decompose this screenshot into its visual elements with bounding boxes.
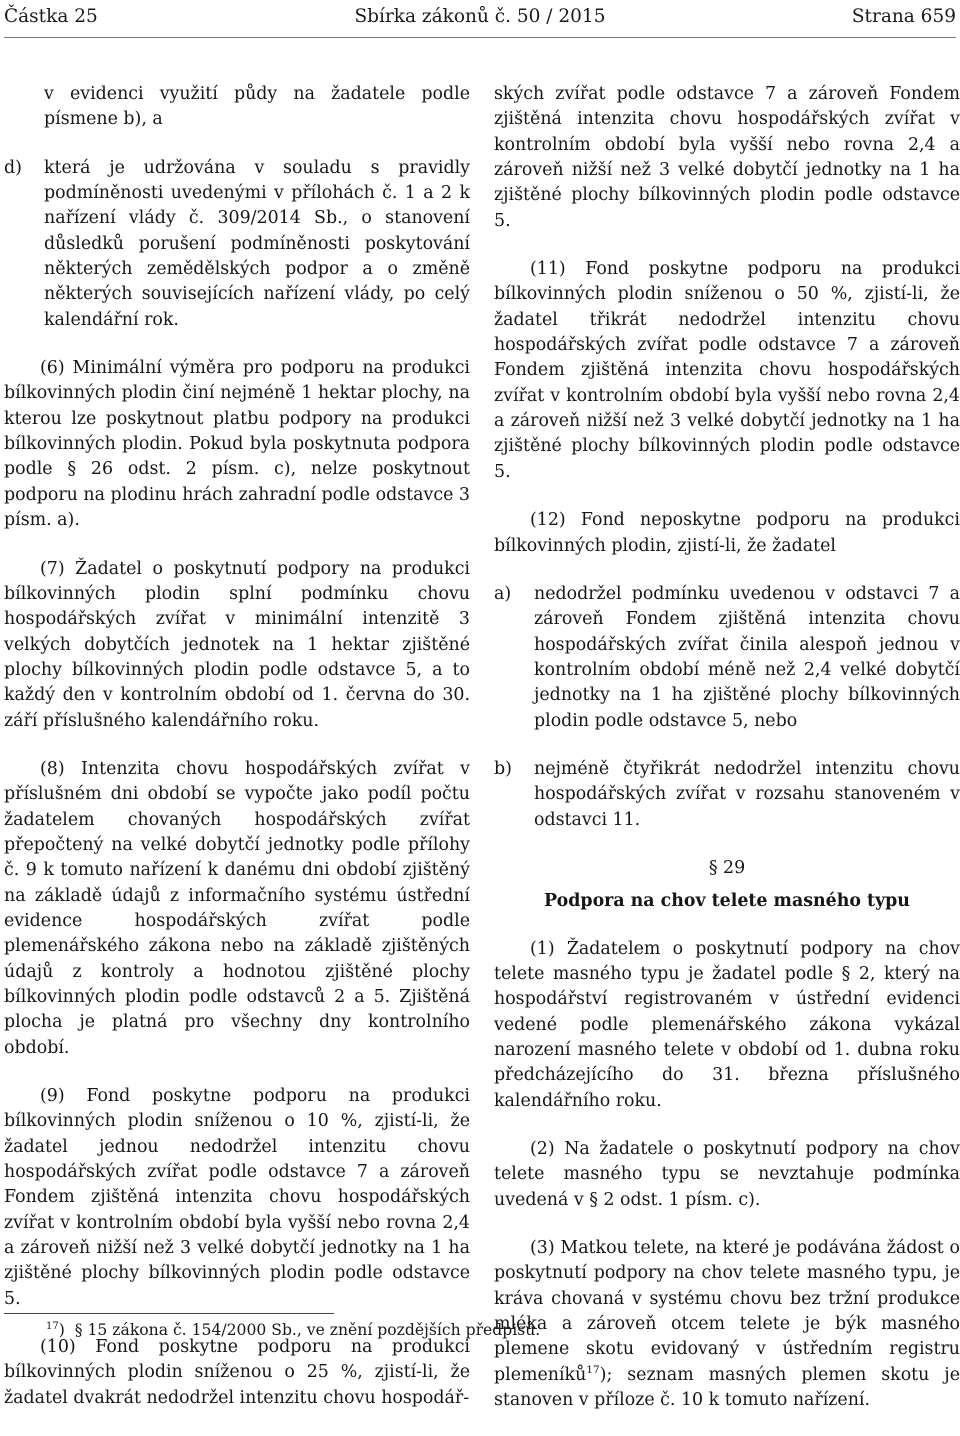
list-text: nejméně čtyřikrát nedodržel intenzitu chovu hospodářských zvířat v rozsahu stanoveném v odstavci 11. <box>534 758 960 830</box>
header-divider <box>4 37 956 38</box>
footnote <box>46 1321 540 1339</box>
list-text: nedodržel podmínku uvedenou v odstavci 7 a zároveň Fondem zjištěná intenzita chovu hospodářských zvířat činila alespoň jednou v kontrolním období méně než 2,4 velké dobytčí jednotky na 1 ha zjištěné plochy bílkovinných plodin podle odstavce 5, nebo <box>534 583 960 731</box>
list-label: a) <box>494 583 512 604</box>
paragraph-8: (8) Intenzita chovu hospodářských zvířat v příslušném dni období se vypočte jako podíl počtu žadatelem chovaných hospodářských zvířat přepočtený na velké dobytčí jednotky podle přílohy č. 9 k tomuto nařízení k danému dni období zjištěný na základě údajů z informačního systému ústřední evidence hospodářských zvířat podle plemenářského zákona nebo na základě zjištěných údajů z kontroly a hodnotou zjištěné plochy bílkovinných plodin podle odstavců 2 a 5. Zjištěná plocha je platná pro všechny dny kontrolního období. <box>4 758 470 1058</box>
page-header <box>4 2 956 32</box>
left-column <box>4 82 470 1434</box>
footnote-mark: 17 <box>46 1321 59 1332</box>
list-text: která je udržována v souladu s pravidly podmíněnosti uvedenými v přílohách č. 1 a 2 k nařízení vlády č. 309/2014 Sb., o stanovení důsledků porušení podmíněnosti poskytování některých zemědělských podpor a o změně některých souvisejících nařízení vlády, po celý kalendářní rok. <box>44 157 470 330</box>
section-paragraph-2: (2) Na žadatele o poskytnutí podpory na chov telete masného typu se nevztahuje podmínka uvedená v § 2 odst. 1 písm. c). <box>494 1139 960 1210</box>
paragraph-10: (10) Fond poskytne podporu na produkci bílkovinných plodin sníženou o 25 %, zjistí-li, že žadatel dvakrát nedodržel intenzitu chovu hospodář- <box>4 1337 470 1408</box>
paragraph-11: (11) Fond poskytne podporu na produkci bílkovinných plodin sníženou o 50 %, zjistí-li, že žadatel třikrát nedodržel intenzitu chovu hospodářských zvířat podle odstavce 7 a zároveň Fondem zjištěná intenzita chovu hospodářských zvířat v kontrolním období byla vyšší nebo rovna 2,4 a zároveň nižší než 3 velké dobytčí jednotky na 1 ha zjištěné plochy bílkovinných plodin podle odstavce 5. <box>494 259 960 482</box>
header-issue: Částka 25 <box>4 6 98 27</box>
list-label: d) <box>4 157 22 178</box>
list-item-d <box>4 156 470 333</box>
header-page-number: Strana 659 <box>851 6 956 27</box>
list-item-a <box>494 582 960 734</box>
paragraph-text: (3) Matkou telete, na které je podávána žádost o poskytnutí podpory na chov telete masného typu, je kráva chovaná v systému chovu bez tržní produkce mléka a zároveň otcem telete je býk masného plemene skotu evidovaný v ústředním registru plemeníků <box>494 1238 960 1385</box>
section-paragraph-1: (1) Žadatelem o poskytnutí podpory na chov telete masného typu je žadatel podle § 2, který na hospodářství registrovaném v ústřední evidenci vedené podle plemenářského zákona vykázal narození masného telete v období od 1. dubna roku předcházejícího do 31. března příslušného kalendářního roku. <box>494 938 960 1111</box>
list-continuation: v evidenci využití půdy na žadatele podle písmene b), a <box>44 84 470 130</box>
paragraph-12: (12) Fond neposkytne podporu na produkci bílkovinných plodin, zjistí-li, že žadatel <box>494 510 960 556</box>
paragraph-6: (6) Minimální výměra pro podporu na produkci bílkovinných plodin činí nejméně 1 hektar plochy, na kterou lze poskytnout platbu podpory na produkci bílkovinných plodin. Pokud byla poskytnuta podpora podle § 26 odst. 2 písm. c), nelze poskytnout podporu na plodinu hrách zahradní podle odstavce 3 písm. a). <box>4 358 470 531</box>
section-title: Podpora na chov telete masného typu <box>544 891 910 912</box>
section-number: § 29 <box>708 857 746 878</box>
section-paragraph-3 <box>494 1236 960 1413</box>
footnote-text: § 15 zákona č. 154/2000 Sb., ve znění pozdějších předpisů. <box>74 1321 541 1339</box>
header-collection: Sbírka zákonů č. 50 / 2015 <box>354 6 606 27</box>
paragraph-9: (9) Fond poskytne podporu na produkci bílkovinných plodin sníženou o 10 %, zjistí-li, že žadatel jednou nedodržel intenzitu chovu hospodářských zvířat podle odstavce 7 a zároveň Fondem zjištěná intenzita chovu hospodářských zvířat v kontrolním období byla vyšší nebo rovna 2,4 a zároveň nižší než 3 velké dobytčí jednotky na 1 ha zjištěné plochy bílkovinných plodin podle odstavce 5. <box>4 1086 470 1309</box>
paragraph-text: ); seznam masných plemen skotu je stanoven v příloze č. 10 k tomuto nařízení. <box>494 1364 960 1411</box>
list-label: b) <box>494 758 512 779</box>
paragraph-continuation: ských zvířat podle odstavce 7 a zároveň Fondem zjištěná intenzita chovu hospodářských zvířat v kontrolním období byla vyšší nebo rovna 2,4 a zároveň nižší než 3 velké dobytčí jednotky na 1 ha zjištěné plochy bílkovinných plodin podle odstavce 5. <box>494 84 960 231</box>
footnote-reference: 17 <box>586 1363 600 1376</box>
list-item-b <box>494 757 960 833</box>
right-column <box>494 82 960 1436</box>
footnote-divider <box>4 1313 334 1314</box>
paragraph-7: (7) Žadatel o poskytnutí podpory na produkci bílkovinných plodin splní podmínku chovu hospodářských zvířat v minimální intenzitě 3 velkých dobytčích jednotek na 1 hektar zjištěné plochy bílkovinných plodin podle odstavce 5, a to každý den v kontrolním období od 1. června do 30. září příslušného kalendářního roku. <box>4 558 470 731</box>
footnote-paren: ) <box>58 1321 65 1339</box>
